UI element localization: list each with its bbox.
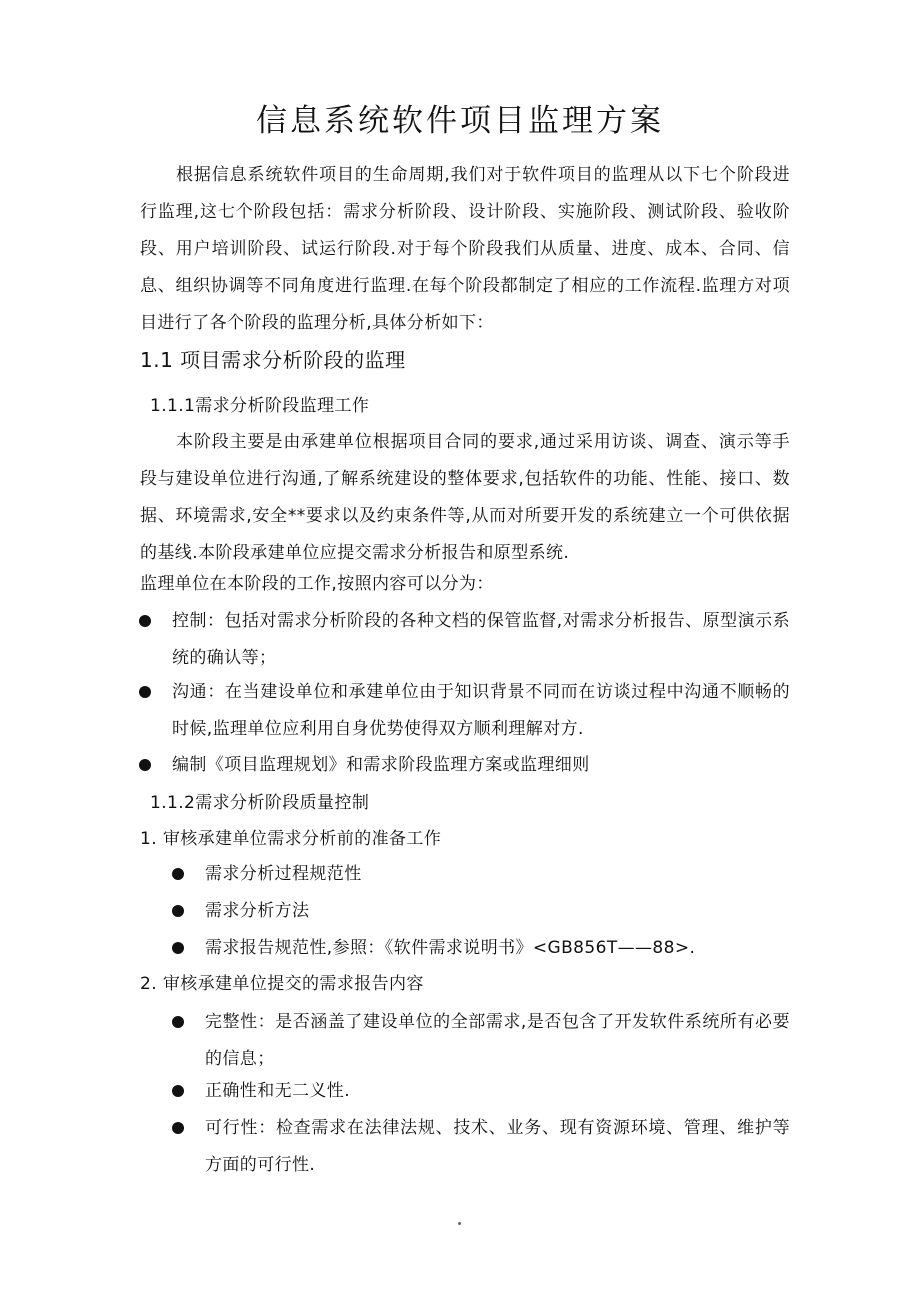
work-item-planning: 编制《项目监理规划》和需求阶段监理方案或监理细则 [172,755,590,775]
bullet-icon [172,1016,184,1028]
step-2-item-correctness: 正确性和无二义性. [205,1081,351,1101]
footer-dot [458,1222,461,1225]
step-1-item: 需求报告规范性,参照：《软件需求说明书》<GB856T——88>. [205,938,696,958]
bullet-icon [139,759,151,771]
document-title: 信息系统软件项目监理方案 [256,103,664,139]
step-1-heading: 1. 审核承建单位需求分析前的准备工作 [140,829,442,849]
bullet-icon [172,1085,184,1097]
bullet-icon [172,868,184,880]
step-2-heading: 2. 审核承建单位提交的需求报告内容 [140,974,424,994]
bullet-icon [139,686,151,698]
bullet-icon [172,1122,184,1134]
step-1-item: 需求分析方法 [205,901,310,921]
bullet-icon [172,942,184,954]
work-intro-line: 监理单位在本阶段的工作,按照内容可以分为： [140,574,494,594]
intro-paragraph: 根据信息系统软件项目的生命周期,我们对于软件项目的监理从以下七个阶段进行监理,这七个阶段包括：需求分析阶段、设计阶段、实施阶段、测试阶段、验收阶段、用户培训阶段、试运行阶段.对于每个阶段我们从质量、进度、成本、合同、信息、组织协调等不同角度进行监理.在每个阶段都制定了相应的工作流程.监理方对项目进行了各个阶段的监理分析,具体分析如下： [140,165,790,333]
bullet-icon [172,905,184,917]
section-heading-1-1-2: 1.1.2需求分析阶段质量控制 [150,793,370,813]
step-1-item: 需求分析过程规范性 [205,864,362,884]
bullet-icon [139,615,151,627]
work-item-control: 控制：包括对需求分析阶段的各种文档的保管监督,对需求分析报告、原型演示系统的确认等； [172,611,790,668]
step-2-item-feasibility: 可行性：检查需求在法律法规、技术、业务、现有资源环境、管理、维护等方面的可行性. [205,1118,790,1175]
step-2-item-completeness: 完整性：是否涵盖了建设单位的全部需求,是否包含了开发软件系统所有必要的信息； [205,1012,790,1069]
section-heading-1-1: 1.1 项目需求分析阶段的监理 [140,348,406,372]
section-heading-1-1-1: 1.1.1需求分析阶段监理工作 [150,396,370,416]
work-item-communication: 沟通：在当建设单位和承建单位由于知识背景不同而在访谈过程中沟通不顺畅的时候,监理单位应利用自身优势使得双方顺利理解对方. [172,682,790,739]
requirements-work-paragraph: 本阶段主要是由承建单位根据项目合同的要求,通过采用访谈、调查、演示等手段与建设单位进行沟通,了解系统建设的整体要求,包括软件的功能、性能、接口、数据、环境需求,安全**要求以及约束条件等,从而对所要开发的系统建立一个可供依据的基线.本阶段承建单位应提交需求分析报告和原型系统. [140,432,790,563]
